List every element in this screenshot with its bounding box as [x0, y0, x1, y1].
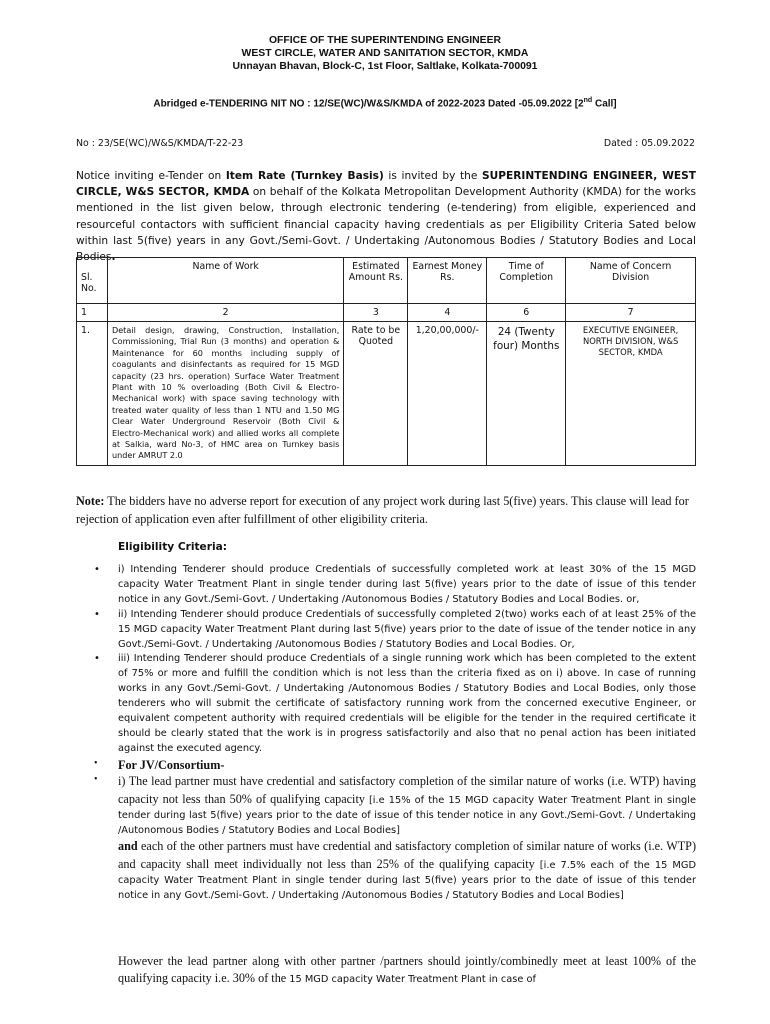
list-item [94, 608, 696, 653]
table-header-row [77, 258, 696, 304]
header-concern-division: Name of Concern Division [566, 258, 696, 304]
row-concern-division: EXECUTIVE ENGINEER, NORTH DIVISION, W&S SECTOR, KMDA [566, 322, 696, 466]
circle-title: WEST CIRCLE, WATER AND SANITATION SECTOR, KMDA [241, 48, 529, 59]
header-earnest-money: Earnest Money Rs. [408, 258, 487, 304]
office-title: OFFICE OF THE SUPERINTENDING ENGINEER [268, 35, 502, 46]
eligibility-list [94, 563, 696, 904]
eligibility-heading: Eligibility Criteria: [118, 541, 227, 553]
row-estimated-amount: Rate to be Quoted [344, 322, 408, 466]
table-row [77, 322, 696, 466]
table-number-row [77, 304, 696, 322]
row-earnest-money: 1,20,00,000/- [408, 322, 487, 466]
intro-paragraph: Notice inviting e-Tender on Item Rate (Turnkey Basis) is invited by the SUPERINTENDING ENGINEER, WEST CIRCLE, W&S SECTOR, KMDA on behalf of the Kolkata Metropolitan Development Authority (KMDA) for the works mentioned in the list given below, through electronic tendering (e-tendering) from eligible, experienced and resourceful contactors with sufficient financial capacity having credentials as per Eligibility Criteria Sated below within last 5(five) years in any Govt./Semi-Govt. / Undertaking /Autonomous Bodies / Statutory Bodies and Local Bodies. [76, 170, 696, 264]
bullet-icon: • [94, 608, 100, 620]
colnum-2: 2 [107, 304, 343, 322]
colnum-1: 1 [77, 304, 108, 322]
colnum-7: 7 [566, 304, 696, 322]
eligibility-item-2: ii) Intending Tenderer should produce Credentials of successfully completed 2(two) works each of at least 25% of the 15 MGD capacity Water Treatment Plant during last 5(five) years prior to the date of issue of the tender notice in any Govt./Semi-Govt. / Undertaking /Autonomous Bodies / Statutory Bodies and Local Bodies. Or, [118, 608, 696, 650]
bullet-icon: • [94, 773, 98, 785]
header-time-of-completion: Time of Completion [487, 258, 566, 304]
header-sl-no: Sl. No. [77, 258, 108, 304]
colnum-6: 6 [487, 304, 566, 322]
bullet-icon: • [94, 564, 100, 575]
jv-heading: For JV/Consortium- [118, 757, 225, 772]
header-name-of-work: Name of Work [107, 258, 343, 304]
row-work-description: Detail design, drawing, Construction, Installation, Commissioning, Trial Run (3 months) and operation & Maintenance for 60 months including supply of coagulants and disinfectants as required for 15 MGD capacity (23 hrs. operation) Surface Water Treatment Plant with 10 % overloading (Both Civil & Electro-Mechanical work) with space saving technology with treated water quality of less than 1 NTU and 1.50 MG Clear Water Underground Reservoir (Both Civil & Electro-Mechanical work) and allied works all complete at Salkia, ward No-3, of HMC area on Turnkey basis under AMRUT 2.0 [107, 322, 343, 466]
bullet-icon: • [94, 757, 98, 769]
list-item [94, 563, 696, 608]
list-item [94, 757, 696, 773]
jv-lead-partner: i) The lead partner must have credential and satisfactory completion of the similar nature of works (i.e. WTP) having capacity not less than 50% of qualifying capacity [i.e 15% of the 15 MGD capacity Water Treatment Plant in single tender during last 5(five) years prior to the date of issue of this tender notice in any Govt./Semi-Govt. / Undertaking /Autonomous Bodies / Statutory Bodies and Local Bodies] [118, 773, 697, 836]
colnum-3: 3 [344, 304, 408, 322]
header-estimated-amount: Estimated Amount Rs. [344, 258, 408, 304]
tender-table [76, 257, 696, 466]
list-item [94, 773, 696, 839]
nit-title: Abridged e-TENDERING NIT NO : 12/SE(WC)/W&S/KMDA of 2022-2023 Dated -05.09.2022 [2nd Call] [153, 97, 617, 110]
row-time-of-completion: 24 (Twenty four) Months [487, 322, 566, 466]
jv-combined-paragraph: However the lead partner along with other partner /partners should jointly/combinedly meet at least 100% of the qualifying capacity i.e. 30% of the 15 MGD capacity Water Treatment Plant in case of [118, 954, 696, 985]
colnum-4: 4 [408, 304, 487, 322]
reference-line [76, 138, 695, 149]
bullet-icon: • [94, 653, 100, 665]
reference-number: No : 23/SE(WC)/W&S/KMDA/T-22-23 [76, 138, 244, 149]
reference-date: Dated : 05.09.2022 [603, 138, 695, 149]
list-item [94, 652, 696, 756]
jv-other-partners: and each of the other partners must have credential and satisfactory completion of similar nature of works (i.e. WTP) and capacity shall meet individually not less than 25% of the qualifying capacity [i.e 7.5% each of the 15 MGD capacity Water Treatment Plant in single tender during last 5(five) years prior to the date of issue of this tender notice in any Govt./Semi-Govt. / Undertaking /Autonomous Bodies / Statutory Bodies and Local Bodies] [118, 839, 696, 902]
row-sl: 1. [77, 322, 108, 466]
note-paragraph: Note: The bidders have no adverse report for execution of any project work during last 5(five) years. This clause will lead for rejection of application even after fulfillment of other eligibility criteria. [76, 494, 689, 526]
eligibility-item-3: iii) Intending Tenderer should produce Credentials of a single running work which has been completed to the extent of 75% or more and fulfill the condition which is not less than the criteria fixed as on i) above. In case of running works in any Govt./Semi-Govt. / Undertaking /Autonomous Bodies / Statutory Bodies and Local Bodies, only those tenderers who will submit the certificate of satisfactory running work from the concerned executive Engineer, or equivalent competent authority with required credentials will be eligible for the tender in the required certificate it should be clearly stated that the work is in progress satisfactorily and also that no penal action has been initiated against the executed agency. [118, 653, 696, 754]
eligibility-item-1: i) Intending Tenderer should produce Credentials of successfully completed work at least 30% of the 15 MGD capacity Water Treatment Plant in single tender during last 5(five) years prior to the date of issue of this tender notice in any Govt./Semi-Govt. / Undertaking /Autonomous Bodies / Statutory Bodies and Local Bodies. or, [118, 564, 696, 605]
office-address: Unnayan Bhavan, Block-C, 1st Floor, Saltlake, Kolkata-700091 [232, 61, 538, 72]
